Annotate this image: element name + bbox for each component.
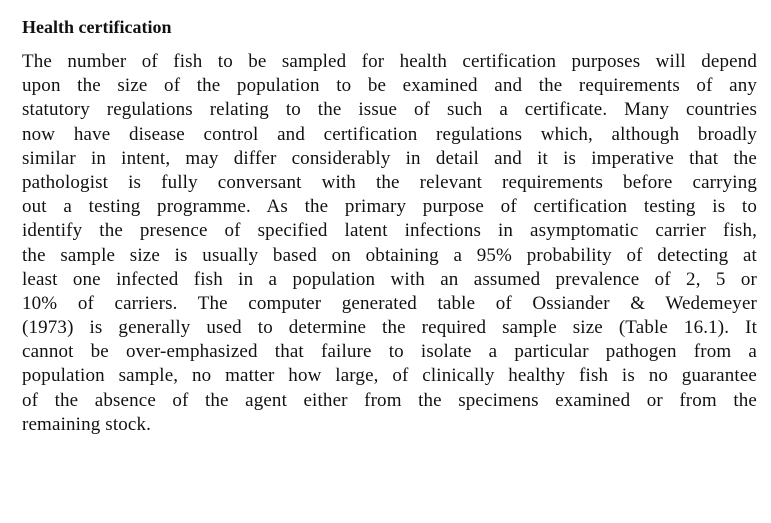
paragraph-line: least one infected fish in a population with an assumed prevalence of 2, 5 or bbox=[22, 268, 757, 290]
paragraph-line: now have disease control and certification regulations which, although broadly bbox=[22, 123, 757, 145]
paragraph-line: cannot be over-emphasized that failure to isolate a particular pathogen from a bbox=[22, 341, 757, 363]
paragraph-line: similar in intent, may differ considerably in detail and it is imperative that the bbox=[22, 147, 757, 169]
paragraph-line: population sample, no matter how large, of clinically healthy fish is no guarantee bbox=[22, 365, 757, 387]
body-paragraph bbox=[22, 50, 757, 437]
document-page bbox=[22, 16, 757, 437]
paragraph-line: pathologist is fully conversant with the relevant requirements before carrying bbox=[22, 171, 757, 193]
paragraph-line: of the absence of the agent either from the specimens examined or from the bbox=[22, 389, 757, 411]
section-heading: Health certification bbox=[22, 17, 172, 37]
paragraph-line: the sample size is usually based on obtaining a 95% probability of detecting at bbox=[22, 244, 757, 266]
paragraph-line: (1973) is generally used to determine the required sample size (Table 16.1). It bbox=[22, 317, 757, 339]
paragraph-line: 10% of carriers. The computer generated table of Ossiander & Wedemeyer bbox=[22, 292, 757, 314]
paragraph-line: statutory regulations relating to the issue of such a certificate. Many countries bbox=[22, 99, 757, 121]
paragraph-line: out a testing programme. As the primary purpose of certification testing is to bbox=[22, 196, 757, 218]
paragraph-line: upon the size of the population to be examined and the requirements of any bbox=[22, 75, 757, 97]
paragraph-line: identify the presence of specified latent infections in asymptomatic carrier fish, bbox=[22, 220, 757, 242]
paragraph-line: The number of fish to be sampled for health certification purposes will depend bbox=[22, 51, 757, 72]
paragraph-line: remaining stock. bbox=[22, 413, 152, 435]
